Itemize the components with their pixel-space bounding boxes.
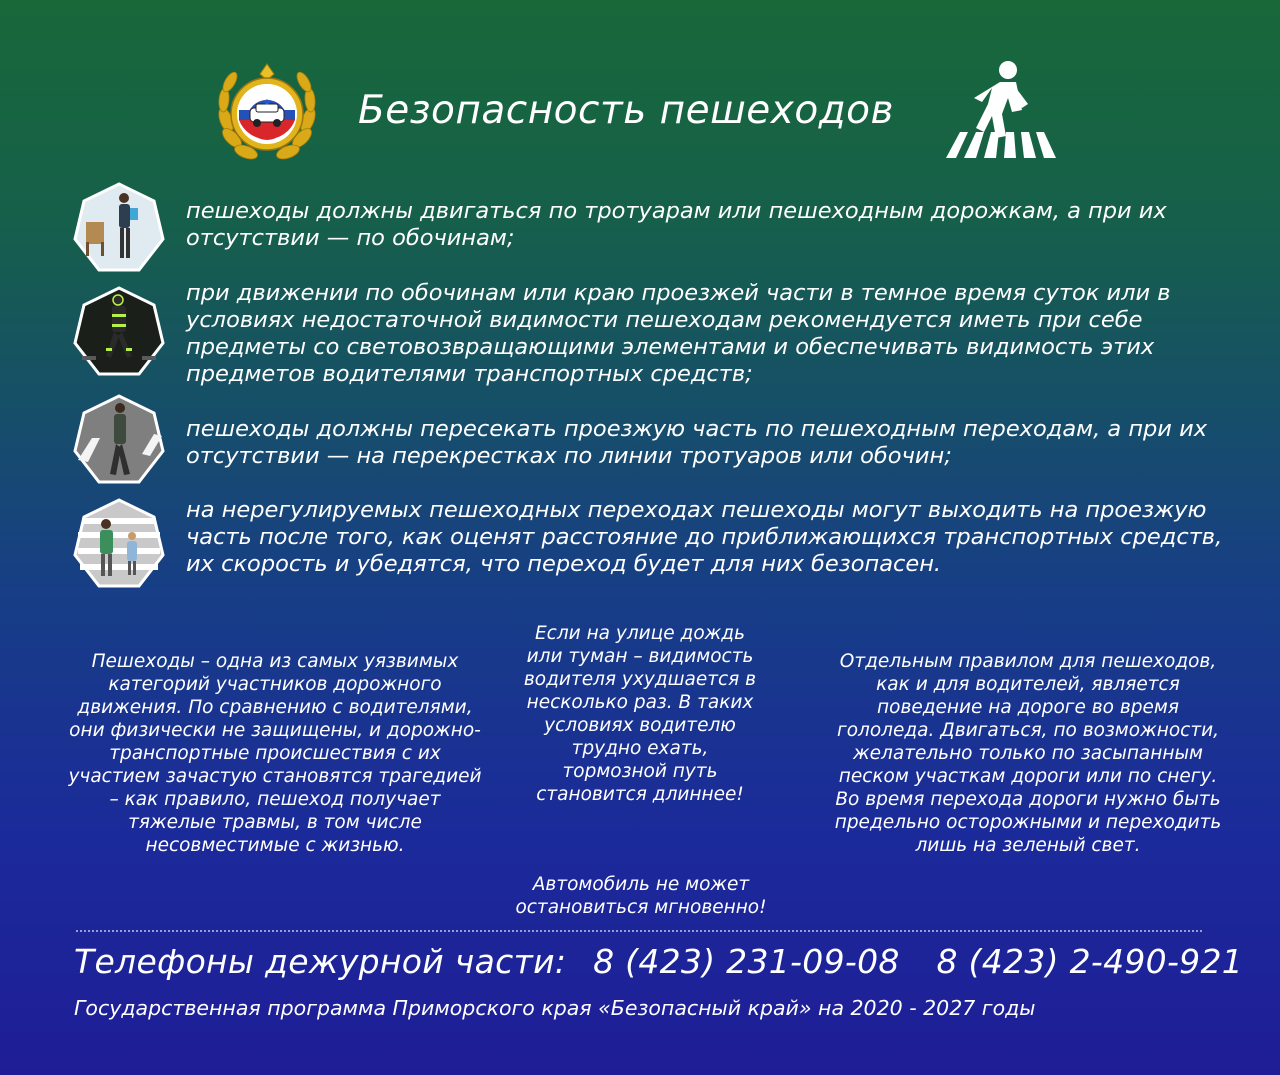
left-column-text: Пешеходы – одна из самых уязвимых категорий участников дорожного движения. По сравнению с водителями, они физически не защищены, и дорожно-транспортные происшествия с их участием зачастую становятся трагедией – как правило, пешеход получает тяжелые травмы, в том числе несовместимые с жизнью. <box>68 651 482 856</box>
crosswalk-walker-icon <box>72 394 166 488</box>
program-caption: Государственная программа Приморского края «Безопасный край» на 2020 - 2027 годы <box>74 996 1036 1020</box>
rule-text: при движении по обочинам или краю проезжей части в темное время суток или в условиях недостаточной видимости пешеходам рекомендуется иметь при себе предметы со световозвращающими элементами и обеспечивать видимость этих предметов водителями транспортных средств; <box>186 280 1171 387</box>
center-column-text: Если на улице дождь или туман – видимость водителя ухудшается в несколько раз. В таких условиях водителю трудно ехать, тормозной путь становится длиннее! <box>523 623 757 805</box>
family-crossing-icon <box>72 498 166 592</box>
phone-number-2[interactable]: 8 (423) 2-490-921 <box>936 942 1244 981</box>
pedestrian-crossing-icon <box>942 58 1064 162</box>
phones-line <box>74 942 1243 981</box>
rule-text: пешеходы должны пересекать проезжую часть по пешеходным переходам, а при их отсутствии — на перекрестках по линии тротуаров или обочин; <box>186 416 1208 469</box>
rule-text: пешеходы должны двигаться по тротуарам или пешеходным дорожкам, а при их отсутствии — по обочинам; <box>186 198 1167 251</box>
page-title: Безопасность пешеходов <box>358 88 895 133</box>
phone-number-1[interactable]: 8 (423) 231-09-08 <box>593 942 900 981</box>
divider <box>76 930 1202 932</box>
rule-text: на нерегулируемых пешеходных переходах пешеходы могут выходить на проезжую часть после того, как оценят расстояние до приближающихся транспортных средств, их скорость и убедятся, что переход будет для них безопасен. <box>186 497 1223 577</box>
reflective-clothing-icon <box>72 286 166 380</box>
phones-label: Телефоны дежурной части: <box>74 942 567 981</box>
center-column-footer: Автомобиль не может остановиться мгновенно! <box>515 874 767 918</box>
sidewalk-pedestrian-icon <box>72 182 166 276</box>
right-column-text: Отдельным правилом для пешеходов, как и для водителей, является поведение на дороге во время гололеда. Двигаться, по возможности, желательно только по засыпанным песком участкам дороги или по снегу. Во время перехода дороги нужно быть предельно осторожными и переходить лишь на зеленый свет. <box>834 651 1222 856</box>
traffic-police-emblem <box>212 58 322 164</box>
